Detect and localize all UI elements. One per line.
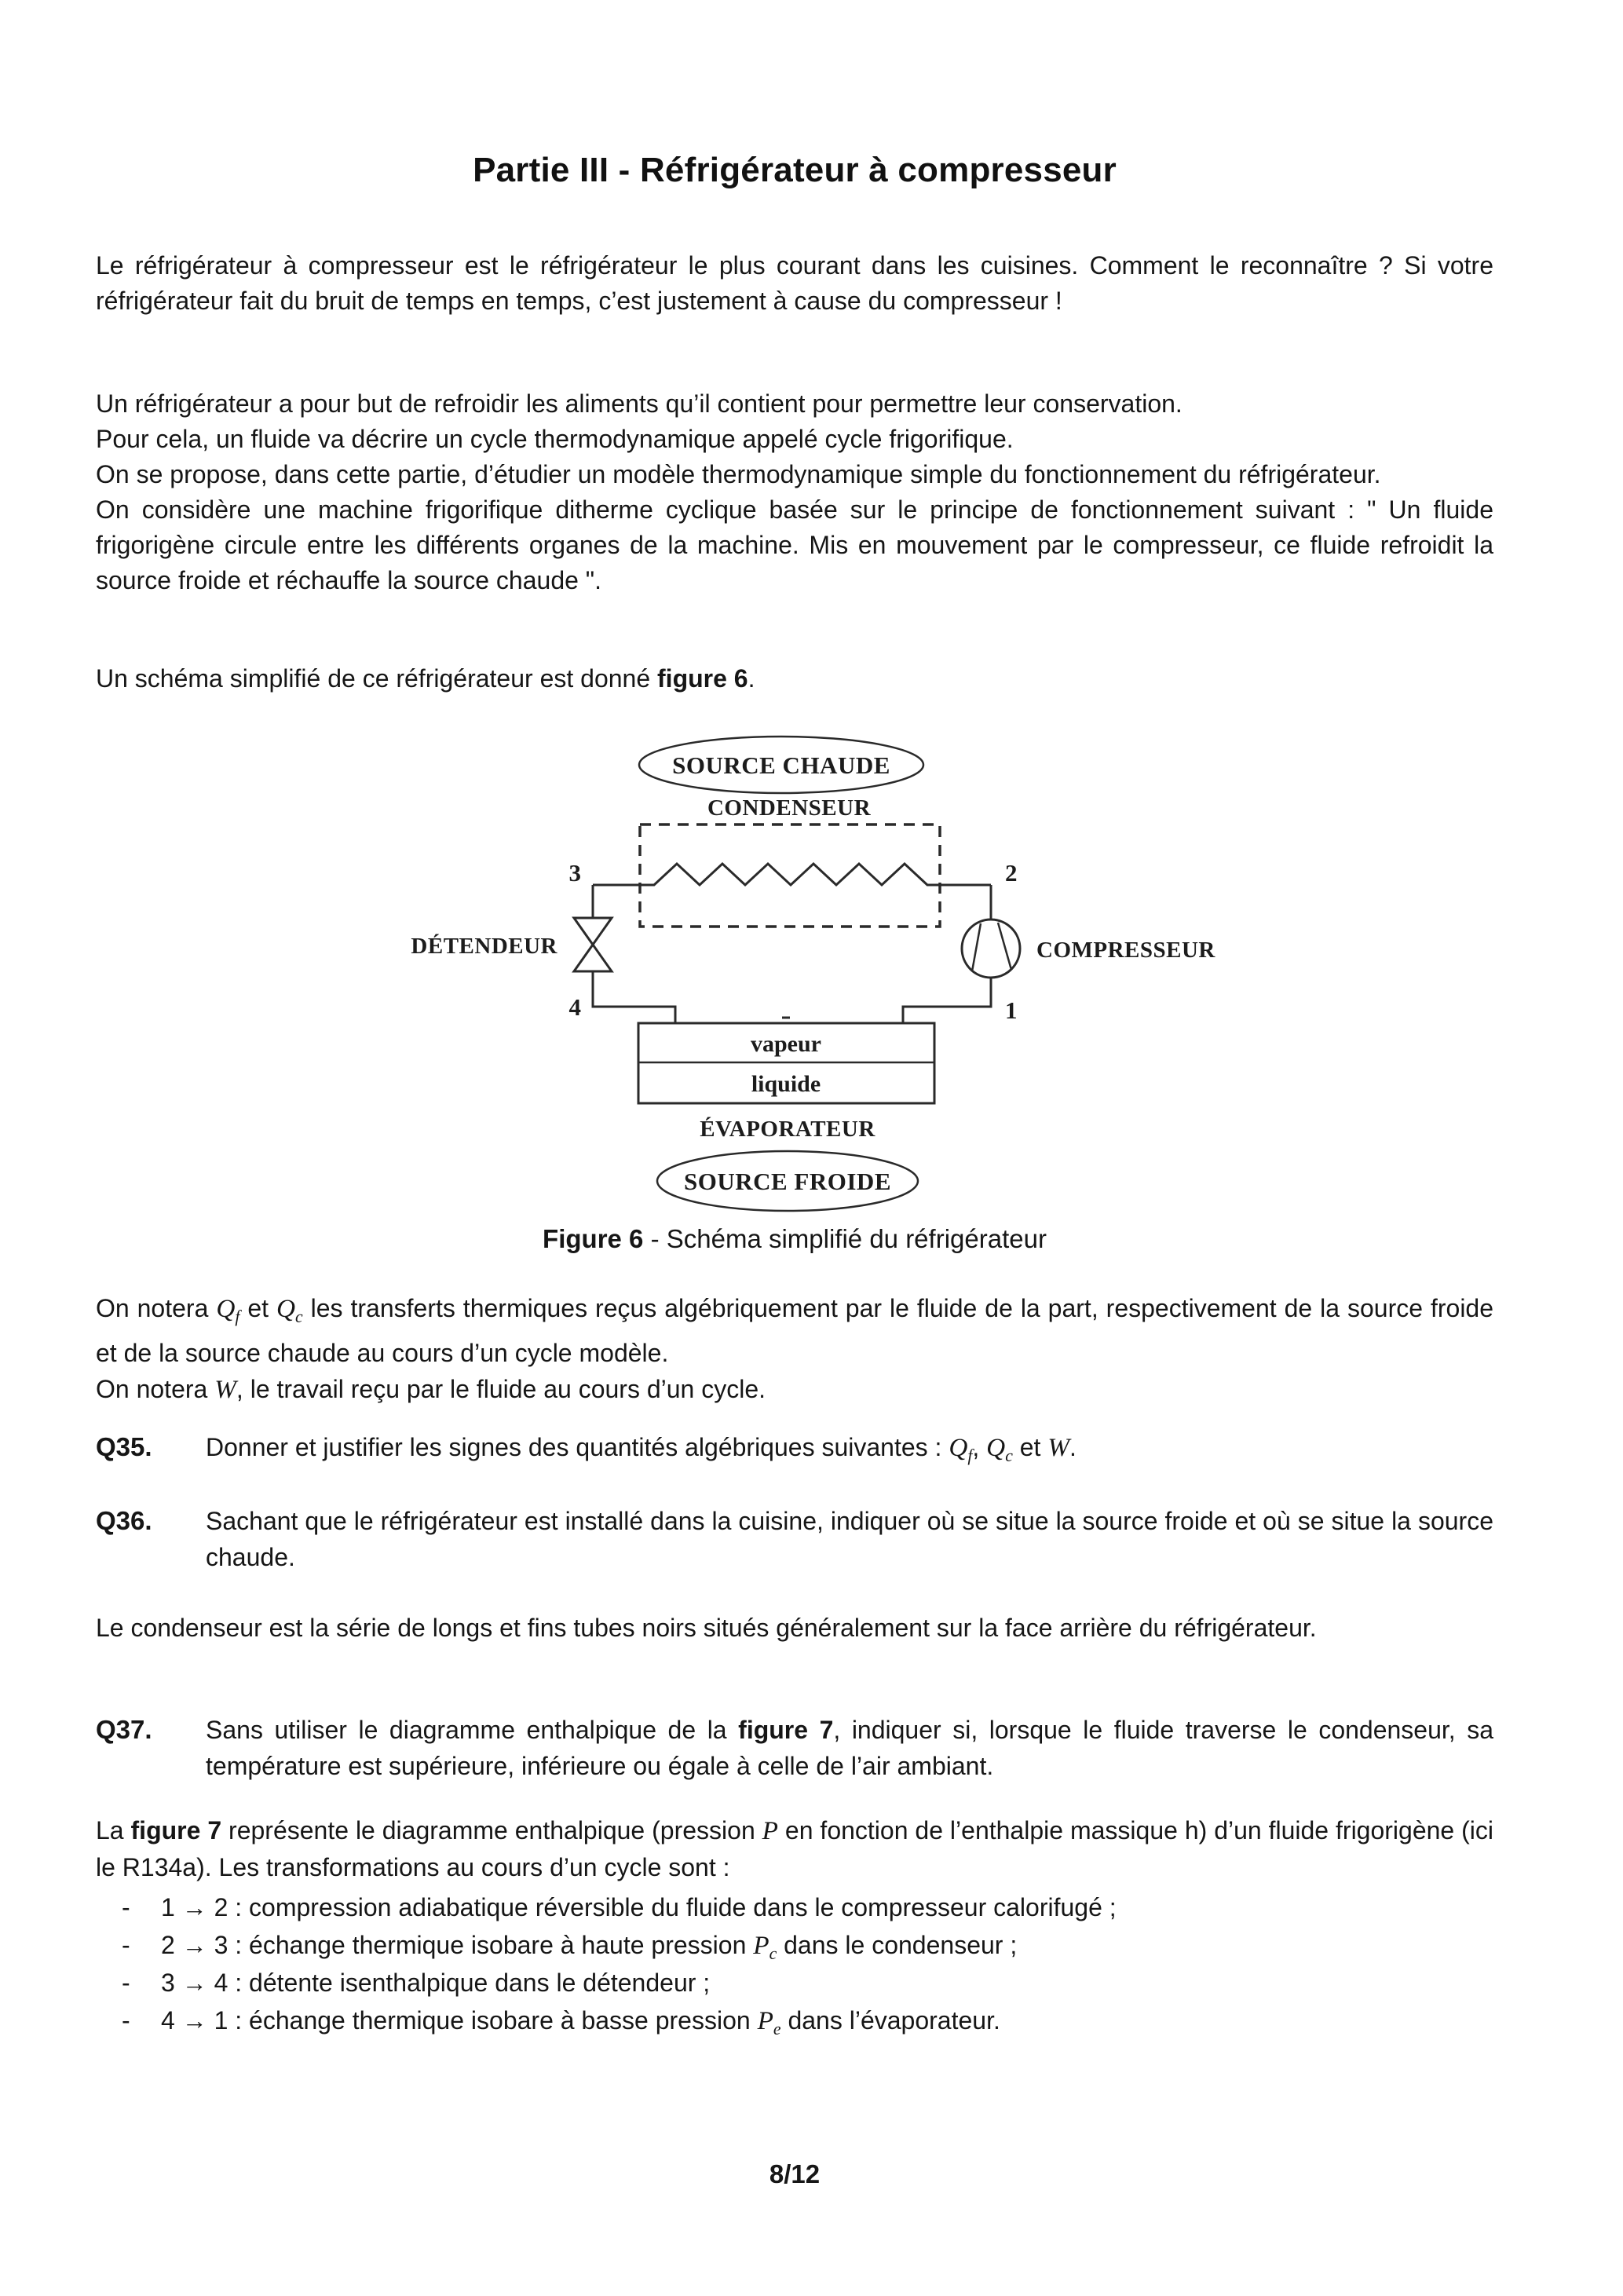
list-item-text: 3 → 4 : détente isenthalpique dans le détendeur ; xyxy=(161,1969,711,1997)
paragraph-text: Le condenseur est la série de longs et fins tubes noirs situés généralement sur la face arrière du réfrigérateur. xyxy=(96,1614,1317,1642)
figure-6-schematic xyxy=(96,734,1493,1219)
list-item-text: 4 → 1 : échange thermique isobare à basse pression $P_e$ dans l’évaporateur. xyxy=(161,2006,1000,2038)
paragraph-condenser-info xyxy=(96,1610,1493,1647)
paragraph-notation xyxy=(96,1290,1493,1408)
question-text: Donner et justifier les signes des quantités algébriques suivantes : $Q_f$, $Q_c$ et W. xyxy=(206,1433,1077,1465)
node-1-label: 1 xyxy=(1005,996,1018,1024)
pipe-compresseur-to-evaporateur xyxy=(903,978,991,1023)
question-q35 xyxy=(96,1429,1493,1474)
source-chaude-label: SOURCE CHAUDE xyxy=(672,751,890,779)
bullet-dash: - xyxy=(122,1969,130,1997)
question-text: Sans utiliser le diagramme enthalpique de la figure 7, indiquer si, lorsque le fluide traverse le condenseur, sa température est supérieure, inférieure ou égale à celle de l’air ambiant. xyxy=(206,1716,1494,1780)
refrigerator-cycle-diagram xyxy=(96,734,1493,1219)
page-number: 8/12 xyxy=(769,2159,821,2188)
paragraph-figure7-intro xyxy=(96,1812,1493,1886)
paragraph-figure-intro xyxy=(96,661,1493,696)
question-label: Q35. xyxy=(96,1432,152,1461)
figure-6-caption: Figure 6 - Schéma simplifié du réfrigérateur xyxy=(543,1224,1047,1253)
condenseur-label: CONDENSEUR xyxy=(707,795,872,821)
list-item xyxy=(122,2002,1493,2039)
bullet-dash: - xyxy=(122,1931,130,1959)
detendeur-valve-top-icon xyxy=(574,918,612,945)
compresseur-label: COMPRESSEUR xyxy=(1036,938,1215,963)
detendeur-valve-bottom-icon xyxy=(574,945,612,971)
paragraph-text: On se propose, dans cette partie, d’étudier un modèle thermodynamique simple du fonctionnement du réfrigérateur. xyxy=(96,460,1381,488)
list-item xyxy=(122,1964,1493,2002)
paragraph-intro xyxy=(96,248,1493,319)
paragraph-text: Pour cela, un fluide va décrire un cycle thermodynamique appelé cycle frigorifique. xyxy=(96,425,1014,453)
paragraph-context xyxy=(96,386,1493,598)
question-label: Q37. xyxy=(96,1715,152,1744)
node-2-label: 2 xyxy=(1005,859,1018,887)
paragraph-text: On notera $Q_f$ et $Q_c$ les transferts thermiques reçus algébriquement par le fluide de la part, respectivement de la source froide et de la source chaude au cours d’un cycle modèle. xyxy=(96,1294,1494,1367)
vapeur-label: vapeur xyxy=(751,1031,821,1057)
node-3-label: 3 xyxy=(568,859,581,887)
paragraph-text: On considère une machine frigorifique ditherme cyclique basée sur le principe de fonctionnement suivant : " Un fluide frigorigène circule entre les différents organes de la machine. Mis en mouvement par le compresseur, ce fluide refroidit la source froide et réchauffe la source chaude ". xyxy=(96,495,1493,594)
list-item xyxy=(122,1926,1493,1964)
pipe-detendeur-to-evaporateur xyxy=(593,971,675,1023)
list-item-text: 1 → 2 : compression adiabatique réversible du fluide dans le compresseur calorifugé ; xyxy=(161,1893,1117,1921)
paragraph-text: La figure 7 représente le diagramme enthalpique (pression P en fonction de l’enthalpie massique h) d’un fluide frigorigène (ici le R134a). Les transformations au cours d’un cycle sont : xyxy=(96,1816,1494,1881)
paragraph-text: Un schéma simplifié de ce réfrigérateur est donné figure 6. xyxy=(96,664,755,693)
question-q36 xyxy=(96,1503,1493,1575)
question-q37 xyxy=(96,1712,1493,1784)
paragraph-text: Un réfrigérateur a pour but de refroidir les aliments qu’il contient pour permettre leur conservation. xyxy=(96,389,1183,418)
condenser-coil-zigzag xyxy=(593,864,991,885)
list-item-text: 2 → 3 : échange thermique isobare à haute pression $P_c$ dans le condenseur ; xyxy=(161,1931,1018,1963)
paragraph-text: On notera W, le travail reçu par le fluide au cours d’un cycle. xyxy=(96,1374,766,1404)
evaporateur-label: ÉVAPORATEUR xyxy=(700,1117,875,1142)
paragraph-text: Le réfrigérateur à compresseur est le réfrigérateur le plus courant dans les cuisines. Comment le reconnaître ? Si votre réfrigérateur fait du bruit de temps en temps, c’est justement à cause du compresseur ! xyxy=(96,251,1493,315)
page-title: Partie III - Réfrigérateur à compresseur xyxy=(473,151,1117,189)
transformations-list xyxy=(122,1888,1493,2039)
question-text: Sachant que le réfrigérateur est installé dans la cuisine, indiquer où se situe la source froide et où se situe la source chaude. xyxy=(206,1507,1493,1571)
liquide-label: liquide xyxy=(751,1071,821,1097)
detendeur-label: DÉTENDEUR xyxy=(411,934,557,959)
bullet-dash: - xyxy=(122,2006,130,2035)
bullet-dash: - xyxy=(122,1893,130,1921)
node-4-label: 4 xyxy=(568,993,581,1021)
question-label: Q36. xyxy=(96,1506,152,1535)
source-froide-label: SOURCE FROIDE xyxy=(683,1168,892,1195)
condenseur-dashed-box xyxy=(640,824,940,927)
list-item xyxy=(122,1888,1493,1926)
